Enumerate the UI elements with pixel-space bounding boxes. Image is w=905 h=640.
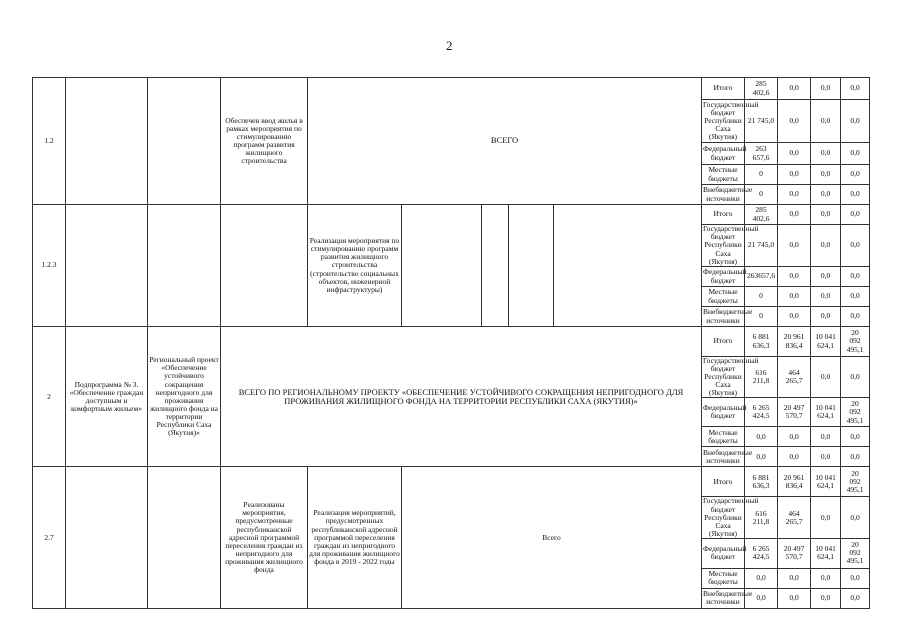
- value-cell: 21 745,0: [745, 100, 778, 143]
- value-cell: 0,0: [811, 447, 841, 467]
- value-cell: 285 402,6: [745, 78, 778, 100]
- value-cell: 464 265,7: [778, 357, 811, 398]
- value-cell: 0,0: [811, 568, 841, 588]
- value-cell: 0,0: [841, 225, 870, 267]
- value-cell: 20 961 836,4: [778, 467, 811, 497]
- value-cell: 0,0: [841, 165, 870, 185]
- subprogram-cell: [66, 467, 148, 608]
- table-row: [33, 467, 870, 497]
- table-row: [33, 327, 870, 357]
- value-cell: 616 211,8: [745, 357, 778, 398]
- total-label: Всего: [402, 467, 702, 608]
- table-row: [33, 205, 870, 225]
- value-cell: 10 041 624,1: [811, 327, 841, 357]
- value-cell: 6 881 636,3: [745, 467, 778, 497]
- row-number: 2: [33, 327, 66, 467]
- value-cell: 0,0: [811, 427, 841, 447]
- value-cell: 0,0: [778, 568, 811, 588]
- value-cell: 0,0: [778, 205, 811, 225]
- empty-cell: [509, 205, 554, 327]
- value-cell: 0,0: [841, 588, 870, 608]
- value-cell: 616 211,8: [745, 497, 778, 538]
- result-description: Обеспечен ввод жилья в рамках мероприятия по стимулированию программ развития жилищного строительства: [221, 78, 308, 205]
- funding-source-label: Внебюджетные источники: [703, 185, 753, 203]
- result-description: Реализованы мероприятия, предусмотренные республиканской адресной программой переселения граждан из непригодного для проживания жилищного фонда: [221, 467, 308, 608]
- value-cell: 21 745,0: [745, 225, 778, 267]
- value-cell: 20 961 836,4: [778, 327, 811, 357]
- value-cell: 0,0: [778, 143, 811, 165]
- value-cell: 0,0: [841, 357, 870, 398]
- value-cell: 0,0: [841, 185, 870, 205]
- value-cell: 0,0: [811, 185, 841, 205]
- value-cell: 6 265 424,5: [745, 538, 778, 568]
- empty-cell: [482, 205, 509, 327]
- page-number: 2: [446, 38, 453, 53]
- total-label: ВСЕГО: [308, 78, 702, 205]
- subprogram-cell: [66, 205, 148, 327]
- value-cell: 0: [745, 287, 778, 307]
- value-cell: 0,0: [811, 267, 841, 287]
- value-cell: 0,0: [778, 225, 811, 267]
- value-cell: 0,0: [811, 287, 841, 307]
- value-cell: 0,0: [841, 205, 870, 225]
- funding-source-label: Местные бюджеты: [702, 165, 745, 185]
- value-cell: 20 497 570,7: [778, 398, 811, 427]
- value-cell: 0,0: [841, 568, 870, 588]
- value-cell: 0,0: [811, 497, 841, 538]
- value-cell: 0,0: [778, 100, 811, 143]
- subprogram-cell: [66, 78, 148, 205]
- funding-source-label: Федеральный бюджет: [703, 267, 747, 285]
- value-cell: 10 041 624,1: [811, 538, 841, 568]
- funding-source-label: Федеральный бюджет: [702, 398, 745, 427]
- value-cell: 0,0: [745, 588, 778, 608]
- value-cell: 0,0: [745, 427, 778, 447]
- funding-source-label: Внебюджетные источники: [703, 307, 753, 325]
- subprogram-cell: Подпрограмма № 3. «Обеспечение граждан доступным и комфортным жильем»: [66, 327, 148, 467]
- funding-source-label: Внебюджетные источники: [703, 447, 753, 465]
- funding-source-label: Федеральный бюджет: [702, 538, 745, 568]
- value-cell: 20 497 570,7: [778, 538, 811, 568]
- project-cell: [148, 78, 221, 205]
- value-cell: 0,0: [811, 225, 841, 267]
- result-description: [221, 205, 308, 327]
- project-cell: [148, 467, 221, 608]
- value-cell: 263657,6: [745, 267, 778, 287]
- funding-source-label: Государственный бюджет Республики Саха (Якутия): [703, 496, 759, 538]
- value-cell: 0,0: [841, 267, 870, 287]
- funding-source-label: Государственный бюджет Республики Саха (Якутия): [703, 224, 759, 266]
- value-cell: 0: [745, 165, 778, 185]
- value-cell: 0,0: [841, 497, 870, 538]
- funding-source-label: Федеральный бюджет: [702, 143, 745, 165]
- funding-source-label: Итого: [702, 78, 745, 100]
- value-cell: 6 265 424,5: [745, 398, 778, 427]
- value-cell: 0,0: [811, 165, 841, 185]
- value-cell: 20 092 495,1: [841, 327, 870, 357]
- value-cell: 20 092 495,1: [841, 398, 870, 427]
- row-number: 1.2.3: [33, 205, 66, 327]
- value-cell: 464 265,7: [778, 497, 811, 538]
- value-cell: 0,0: [778, 588, 811, 608]
- value-cell: 0,0: [841, 78, 870, 100]
- funding-source-label: Местные бюджеты: [702, 287, 745, 307]
- value-cell: 6 881 636,3: [745, 327, 778, 357]
- value-cell: 0,0: [778, 78, 811, 100]
- row-number: 2.7: [33, 467, 66, 608]
- project-cell: Региональный проект «Обеспечение устойчивого сокращения непригодного для проживания жилищного фонда на территории Республики Саха (Якутия)»: [148, 327, 221, 467]
- value-cell: 0,0: [841, 100, 870, 143]
- value-cell: 0,0: [811, 588, 841, 608]
- funding-source-label: Итого: [702, 467, 745, 497]
- value-cell: 0,0: [811, 100, 841, 143]
- budget-table: [32, 77, 870, 609]
- empty-cell: [554, 205, 702, 327]
- project-cell: [148, 205, 221, 327]
- value-cell: 0,0: [778, 165, 811, 185]
- value-cell: 0,0: [811, 205, 841, 225]
- value-cell: 0,0: [811, 78, 841, 100]
- value-cell: 0,0: [778, 427, 811, 447]
- value-cell: 0,0: [811, 307, 841, 327]
- value-cell: 20 092 495,1: [841, 538, 870, 568]
- value-cell: 0,0: [778, 307, 811, 327]
- value-cell: 0: [745, 185, 778, 205]
- funding-source-label: Местные бюджеты: [702, 568, 745, 588]
- value-cell: 0,0: [841, 307, 870, 327]
- funding-source-label: Итого: [702, 327, 745, 357]
- total-label: ВСЕГО ПО РЕГИОНАЛЬНОМУ ПРОЕКТУ «ОБЕСПЕЧЕНИЕ УСТОЙЧИВОГО СОКРАЩЕНИЯ НЕПРИГОДНОГО ДЛЯ ПРОЖИВАНИЯ ЖИЛИЩНОГО ФОНДА НА ТЕРРИТОРИИ РЕСПУБЛИКИ САХА (ЯКУТИЯ)»: [221, 327, 702, 467]
- funding-source-label: Внебюджетные источники: [703, 589, 753, 607]
- table-row: [33, 78, 870, 100]
- empty-cell: [402, 205, 482, 327]
- value-cell: 10 041 624,1: [811, 467, 841, 497]
- funding-source-label: Государственный бюджет Республики Саха (Якутия): [703, 356, 759, 398]
- value-cell: 0,0: [841, 287, 870, 307]
- activity-description: Реализация мероприятий, предусмотренных республиканской адресной программой переселения граждан из непригодного для проживания жилищного фонда в 2019 - 2022 годы: [308, 467, 402, 608]
- value-cell: 0,0: [841, 427, 870, 447]
- value-cell: 0,0: [778, 447, 811, 467]
- value-cell: 0,0: [778, 185, 811, 205]
- value-cell: 0,0: [778, 287, 811, 307]
- value-cell: 10 041 624,1: [811, 398, 841, 427]
- activity-description: Реализация мероприятия по стимулированию программ развития жилищного строительства (строительство социальных объектов, инженерной инфраструктуры): [308, 205, 402, 327]
- value-cell: 0: [745, 307, 778, 327]
- row-number: 1.2: [33, 78, 66, 205]
- value-cell: 263 657,6: [745, 143, 778, 165]
- value-cell: 0,0: [841, 447, 870, 467]
- value-cell: 0,0: [841, 143, 870, 165]
- value-cell: 0,0: [778, 267, 811, 287]
- value-cell: 0,0: [745, 447, 778, 467]
- value-cell: 0,0: [745, 568, 778, 588]
- funding-source-label: Местные бюджеты: [702, 427, 745, 447]
- funding-source-label: Государственный бюджет Республики Саха (Якутия): [703, 99, 759, 142]
- value-cell: 285 402,6: [745, 205, 778, 225]
- funding-source-label: Итого: [702, 205, 745, 225]
- value-cell: 0,0: [811, 143, 841, 165]
- value-cell: 0,0: [811, 357, 841, 398]
- value-cell: 20 092 495,1: [841, 467, 870, 497]
